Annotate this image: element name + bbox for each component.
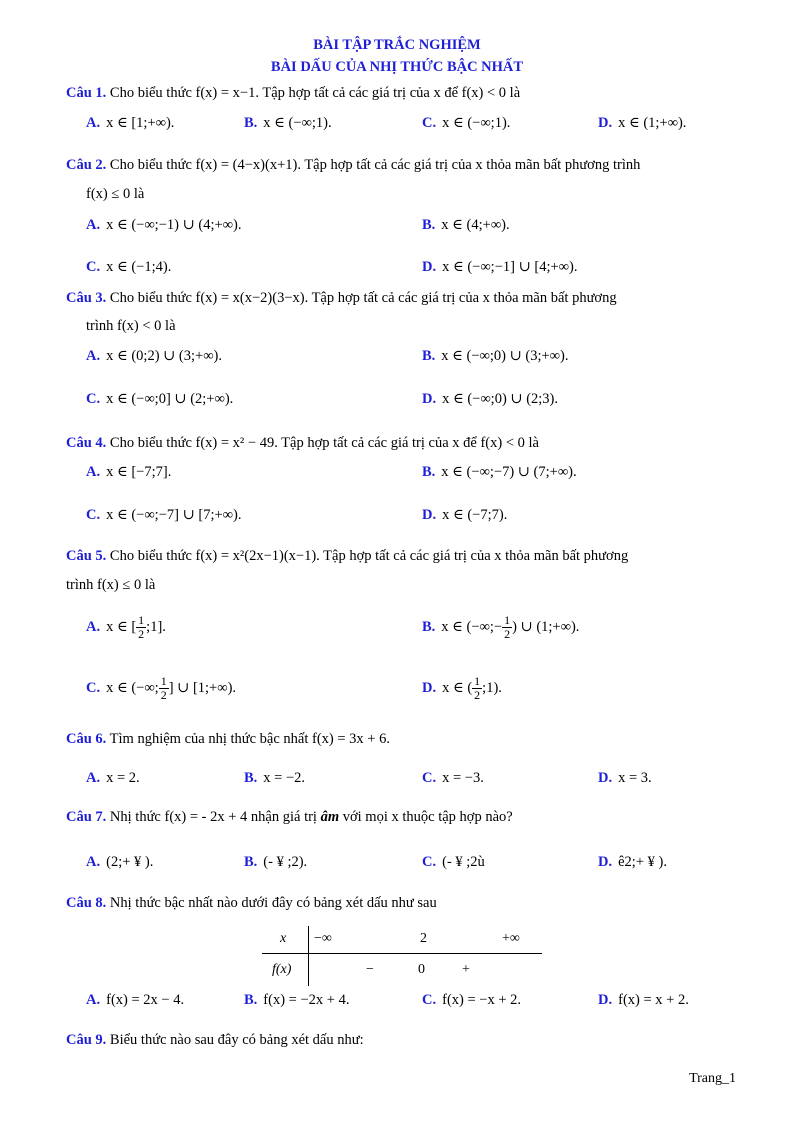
option-3a[interactable]: A. x ∈ (0;2) ∪ (3;+∞). <box>86 348 223 364</box>
option-7d[interactable]: D. ê2;+ ¥ ). <box>598 854 667 870</box>
emphasis-text: âm <box>320 809 340 825</box>
option-6d[interactable]: D. x = 3. <box>598 770 652 786</box>
option-1d[interactable]: D. x ∈ (1;+∞). <box>598 115 687 131</box>
option-1a[interactable]: A. x ∈ [1;+∞). <box>86 115 175 131</box>
question-2-continued: f(x) ≤ 0 là <box>86 186 145 202</box>
page-number: Trang_1 <box>689 1071 736 1086</box>
question-4: Câu 4. Cho biểu thức f(x) = x² − 49. Tập hợp tất cả các giá trị của x để f(x) < 0 là <box>66 435 539 451</box>
option-6a[interactable]: A. x = 2. <box>86 770 140 786</box>
table-cell: 0 <box>418 962 425 977</box>
option-8d[interactable]: D. f(x) = x + 2. <box>598 992 689 1008</box>
option-7a[interactable]: A. (2;+ ¥ ). <box>86 854 154 870</box>
option-2c[interactable]: C. x ∈ (−1;4). <box>86 259 172 275</box>
option-1b[interactable]: B. x ∈ (−∞;1). <box>244 115 332 131</box>
option-4b[interactable]: B. x ∈ (−∞;−7) ∪ (7;+∞). <box>422 464 577 480</box>
option-8c[interactable]: C. f(x) = −x + 2. <box>422 992 522 1008</box>
option-6c[interactable]: C. x = −3. <box>422 770 484 786</box>
table-cell: − <box>366 962 374 977</box>
fraction: $\frac{1}{2}$ <box>138 613 145 641</box>
table-divider <box>262 953 542 954</box>
table-cell: +∞ <box>502 931 520 946</box>
table-cell: f(x) <box>272 962 292 977</box>
option-8b[interactable]: B. f(x) = −2x + 4. <box>244 992 350 1008</box>
question-text: Cho biểu thức f(x) = x−1. Tập hợp tất cả các giá trị của x để f(x) < 0 là <box>109 85 521 101</box>
document-subtitle: BÀI DẤU CỦA NHỊ THỨC BẬC NHẤT <box>270 59 524 75</box>
option-8a[interactable]: A. f(x) = 2x − 4. <box>86 992 185 1008</box>
table-cell: −∞ <box>314 931 332 946</box>
table-cell: x <box>280 931 287 946</box>
question-8: Câu 8. Nhị thức bậc nhất nào dưới đây có bảng xét dấu như sau <box>66 895 437 911</box>
option-1c[interactable]: C. x ∈ (−∞;1). <box>422 115 511 131</box>
option-2d[interactable]: D. x ∈ (−∞;−1] ∪ [4;+∞). <box>422 259 578 275</box>
table-cell: + <box>462 962 470 977</box>
option-7b[interactable]: B. (- ¥ ;2). <box>244 854 308 870</box>
option-5b[interactable]: B. x ∈ (−∞;− $\frac{1}{2}$ ) ∪ (1;+∞). <box>422 613 580 641</box>
table-cell: 2 <box>420 931 427 946</box>
sign-table <box>262 926 542 986</box>
question-7: Câu 7. Nhị thức f(x) = - 2x + 4 nhận giá trị âm với mọi x thuộc tập hợp nào? <box>66 809 513 825</box>
fraction: $\frac{1}{2}$ <box>160 674 167 702</box>
fraction: $\frac{1}{2}$ <box>474 674 481 702</box>
fraction: $\frac{1}{2}$ <box>504 613 511 641</box>
question-9: Câu 9. Biểu thức nào sau đây có bảng xét dấu như: <box>66 1032 364 1048</box>
question-5-continued: trình f(x) ≤ 0 là <box>66 577 156 593</box>
option-5a[interactable]: A. x ∈ [ $\frac{1}{2}$ ;1]. <box>86 613 166 641</box>
option-7c[interactable]: C. (- ¥ ;2ù <box>422 854 485 870</box>
question-number: Câu 1. <box>66 85 107 101</box>
question-3-continued: trình f(x) < 0 là <box>86 318 176 334</box>
question-1 <box>66 83 738 103</box>
option-3c[interactable]: C. x ∈ (−∞;0] ∪ (2;+∞). <box>86 391 234 407</box>
question-6: Câu 6. Tìm nghiệm của nhị thức bậc nhất f(x) = 3x + 6. <box>66 731 390 747</box>
option-3b[interactable]: B. x ∈ (−∞;0) ∪ (3;+∞). <box>422 348 569 364</box>
table-divider <box>308 926 309 986</box>
document-title: BÀI TẬP TRẮC NGHIỆM <box>313 37 481 53</box>
option-4c[interactable]: C. x ∈ (−∞;−7] ∪ [7;+∞). <box>86 507 242 523</box>
option-5c[interactable]: C. x ∈ (−∞; $\frac{1}{2}$ ] ∪ [1;+∞). <box>86 674 237 702</box>
option-5d[interactable]: D. x ∈ ( $\frac{1}{2}$ ;1). <box>422 674 502 702</box>
question-5: Câu 5. Cho biểu thức f(x) = x²(2x−1)(x−1). Tập hợp tất cả các giá trị của x thỏa mãn bất phương <box>66 548 629 564</box>
option-4d[interactable]: D. x ∈ (−7;7). <box>422 507 508 523</box>
question-2: Câu 2. Cho biểu thức f(x) = (4−x)(x+1). Tập hợp tất cả các giá trị của x thỏa mãn bất phương trình <box>66 157 641 173</box>
option-2b[interactable]: B. x ∈ (4;+∞). <box>422 217 510 233</box>
option-2a[interactable]: A. x ∈ (−∞;−1) ∪ (4;+∞). <box>86 217 242 233</box>
option-4a[interactable]: A. x ∈ [−7;7]. <box>86 464 172 480</box>
option-3d[interactable]: D. x ∈ (−∞;0) ∪ (2;3). <box>422 391 559 407</box>
option-6b[interactable]: B. x = −2. <box>244 770 306 786</box>
question-3: Câu 3. Cho biểu thức f(x) = x(x−2)(3−x). Tập hợp tất cả các giá trị của x thỏa mãn bất phương <box>66 290 617 306</box>
